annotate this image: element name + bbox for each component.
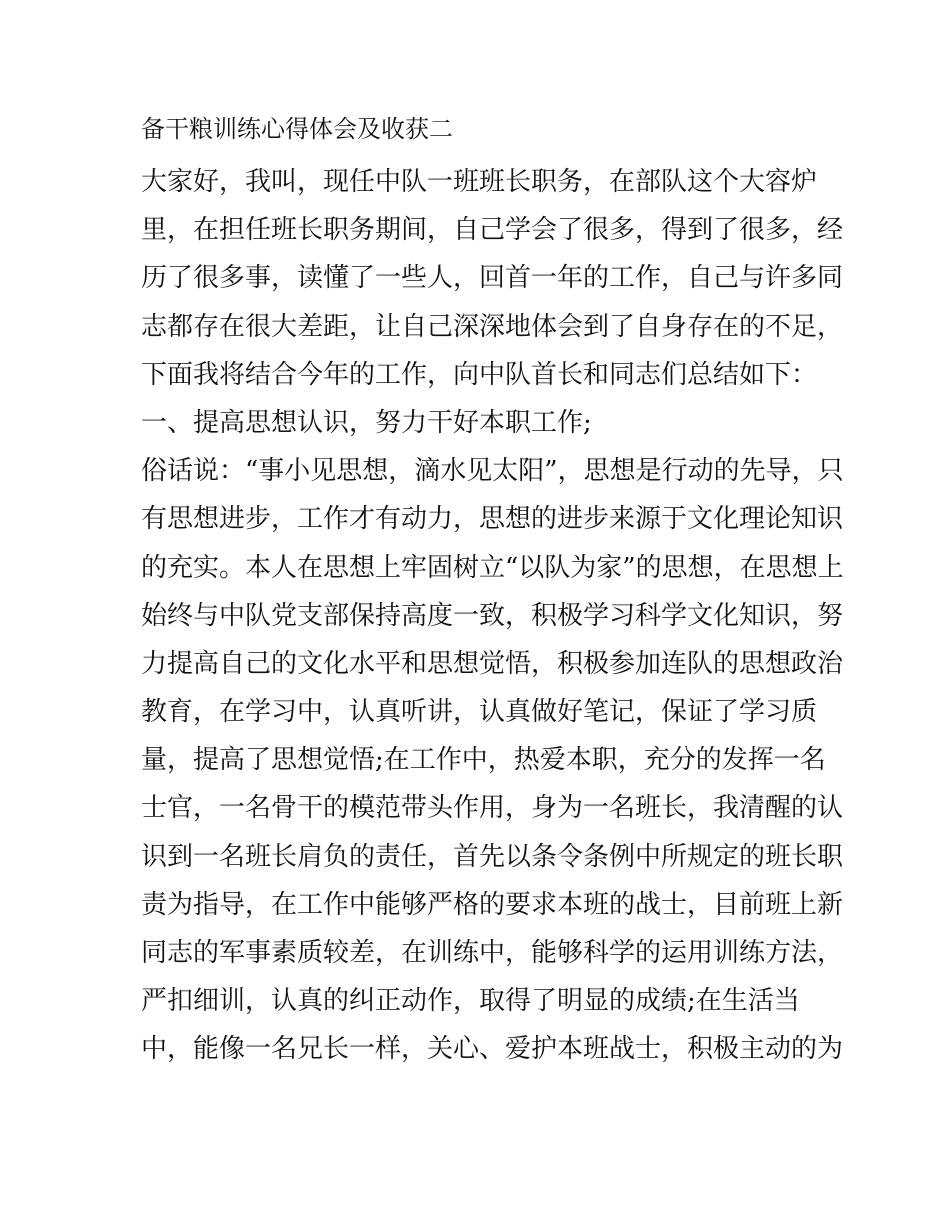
body-line: 量，提高了思想觉悟;在工作中，热爱本职，充分的发挥一名 <box>141 745 826 776</box>
body-line: 教育，在学习中，认真听讲，认真做好笔记，保证了学习质 <box>141 697 818 728</box>
body-line: 下面我将结合今年的工作，向中队首长和同志们总结如下： <box>141 359 818 390</box>
section-heading: 一、提高思想认识，努力干好本职工作; <box>141 407 592 438</box>
body-line: 志都存在很大差距，让自己深深地体会到了自身存在的不足， <box>141 311 844 342</box>
body-line: 士官，一名骨干的模范带头作用，身为一名班长，我清醒的认 <box>141 793 844 824</box>
document-body <box>141 158 844 1074</box>
body-line: 俗话说：“事小见思想，滴水见太阳”，思想是行动的先导，只 <box>141 456 844 487</box>
body-line: 始终与中队党支部保持高度一致，积极学习科学文化知识，努 <box>141 600 844 631</box>
body-line: 责为指导，在工作中能够严格的要求本班的战士，目前班上新 <box>141 889 844 920</box>
body-line: 中，能像一名兄长一样，关心、爱护本班战士，积极主动的为 <box>141 1034 844 1065</box>
body-line: 同志的军事素质较差，在训练中，能够科学的运用训练方法， <box>141 938 844 968</box>
body-line: 的充实。本人在思想上牢固树立“以队为家”的思想，在思想上 <box>141 552 844 583</box>
body-line: 有思想进步，工作才有动力，思想的进步来源于文化理论知识 <box>141 504 844 535</box>
body-line: 严扣细训，认真的纠正动作，取得了明显的成绩;在生活当 <box>141 986 800 1017</box>
document-title: 备干粮训练心得体会及收获二 <box>141 115 453 143</box>
body-line: 识到一名班长肩负的责任，首先以条令条例中所规定的班长职 <box>141 841 844 872</box>
body-line: 历了很多事，读懂了一些人，回首一年的工作，自己与许多同 <box>141 263 844 294</box>
body-line: 大家好，我叫，现任中队一班班长职务，在部队这个大容炉 <box>141 167 818 197</box>
body-line: 力提高自己的文化水平和思想觉悟，积极参加连队的思想政治 <box>141 648 844 679</box>
body-line: 里，在担任班长职务期间，自己学会了很多，得到了很多，经 <box>141 215 844 246</box>
